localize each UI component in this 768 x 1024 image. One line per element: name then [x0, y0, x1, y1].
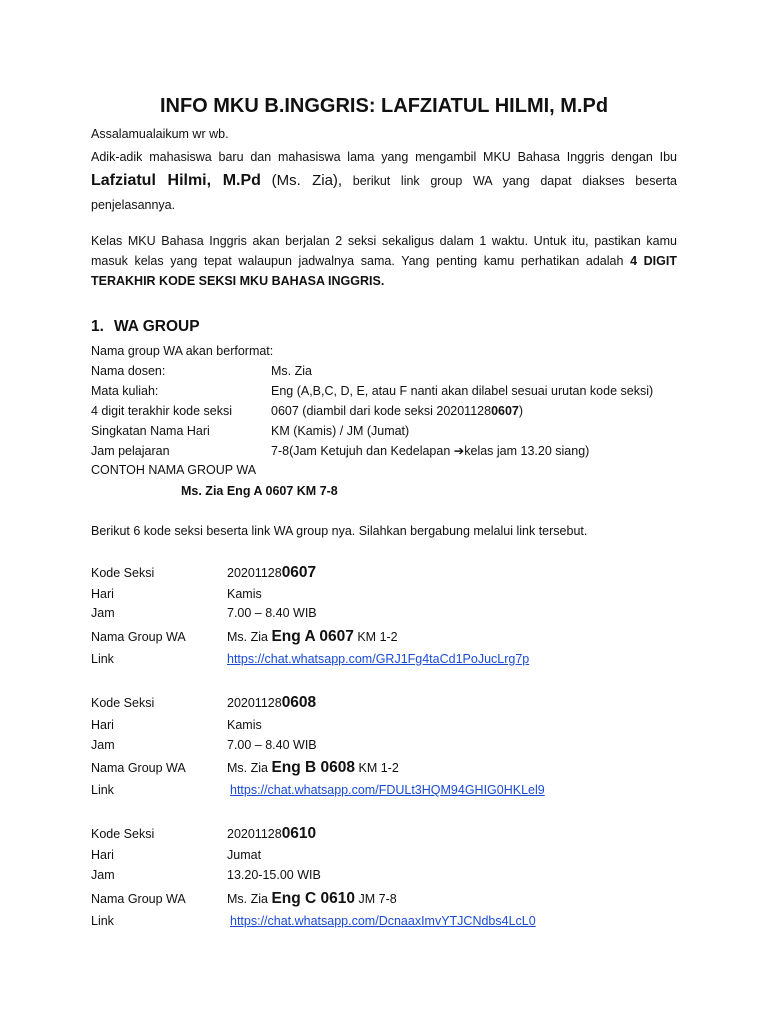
group-label: Nama Group WA — [91, 892, 186, 906]
arrow-icon: ➔ — [453, 444, 465, 458]
jam-row — [91, 868, 321, 882]
intro-text-1: Adik-adik mahasiswa baru dan mahasiswa lama yang mengambil MKU Bahasa Inggris dengan Ibu — [91, 150, 677, 164]
hari-value: Jumat — [227, 848, 262, 862]
whatsapp-link[interactable]: https://chat.whatsapp.com/GRJ1Fg4taCd1PoJucLrg7p — [227, 652, 530, 666]
format-value: KM (Kamis) / JM (Jumat) — [271, 424, 410, 438]
jam-label: Jam — [91, 868, 115, 882]
list-intro: Berikut 6 kode seksi beserta link WA group nya. Silahkan bergabung melalui link tersebut. — [91, 524, 588, 538]
kode-seksi-label: Kode Seksi — [91, 827, 155, 841]
code-suffix: 0608 — [281, 694, 317, 711]
kode-seksi-label: Kode Seksi — [91, 696, 155, 710]
format-value-suffix: ) — [518, 404, 524, 418]
jam-value: 7.00 – 8.40 WIB — [227, 606, 317, 620]
jam-value: 13.20-15.00 WIB — [227, 868, 321, 882]
format-label: Jam pelajaran — [91, 444, 170, 458]
group-value — [227, 628, 398, 646]
rules-text: Kelas MKU Bahasa Inggris akan berjalan 2 seksi sekaligus dalam 1 waktu. Untuk itu, pastikan kamu masuk kelas yang tepat walaupun jadwalnya sama. Yang penting kamu perhatikan adalah — [91, 234, 677, 268]
page-title: INFO MKU B.INGGRIS: LAFZIATUL HILMI, M.Pd — [159, 95, 609, 117]
hari-label: Hari — [91, 718, 114, 732]
hari-label: Hari — [91, 587, 114, 601]
jam-value: 7.00 – 8.40 WIB — [227, 738, 317, 752]
link-row — [91, 652, 529, 666]
kode-seksi-value — [227, 825, 316, 843]
group-label: Nama Group WA — [91, 761, 186, 775]
format-row-digit — [91, 402, 523, 420]
kode-seksi-row — [91, 825, 316, 843]
format-label: Nama dosen: — [91, 364, 166, 378]
section-title: WA GROUP — [114, 318, 200, 335]
link-label: Link — [91, 783, 114, 797]
code-prefix: 20201128 — [227, 827, 282, 841]
format-value-suffix: kelas jam 13.20 siang) — [464, 444, 590, 458]
jam-label: Jam — [91, 606, 115, 620]
group-prefix: Ms. Zia — [227, 630, 272, 644]
format-value: Eng (A,B,C, D, E, atau F nanti akan dilabel sesuai urutan kode seksi) — [271, 384, 654, 398]
group-bold: Eng B 0608 — [271, 759, 356, 776]
format-value — [271, 402, 523, 420]
format-value-prefix: 7-8(Jam Ketujuh dan Kedelapan — [271, 444, 454, 458]
kode-seksi-label: Kode Seksi — [91, 566, 155, 580]
example-value: Ms. Zia Eng A 0607 KM 7-8 — [181, 484, 338, 498]
whatsapp-link[interactable]: https://chat.whatsapp.com/FDULt3HQM94GHIG0HKLel9 — [230, 783, 545, 797]
section-number: 1. — [91, 318, 104, 335]
format-label: Mata kuliah: — [91, 384, 159, 398]
group-bold: Eng C 0610 — [271, 890, 356, 907]
group-bold: Eng A 0607 — [271, 628, 354, 645]
format-value-prefix: 0607 (diambil dari kode seksi 20201128 — [271, 404, 492, 418]
code-suffix: 0607 — [281, 564, 317, 581]
jam-label: Jam — [91, 738, 115, 752]
hari-row — [91, 718, 262, 732]
kode-seksi-row — [91, 694, 316, 712]
format-value — [271, 442, 589, 460]
code-prefix: 20201128 — [227, 566, 282, 580]
group-row — [91, 759, 399, 777]
group-value — [227, 759, 399, 777]
link-label: Link — [91, 652, 114, 666]
format-row-matkul — [91, 382, 653, 400]
hari-value: Kamis — [227, 587, 262, 601]
link-row — [91, 914, 536, 928]
rules-highlight: 4 DIGIT TERAKHIR KODE SEKSI MKU BAHASA INGGRIS. — [91, 254, 677, 288]
format-value: Ms. Zia — [271, 364, 312, 378]
intro-paragraph — [91, 145, 677, 217]
format-label: Singkatan Nama Hari — [91, 424, 210, 438]
format-value-bold: 0607 — [491, 404, 519, 418]
group-label: Nama Group WA — [91, 630, 186, 644]
group-suffix: KM 1-2 — [355, 761, 399, 775]
group-suffix: JM 7-8 — [355, 892, 397, 906]
format-row-dosen — [91, 362, 312, 380]
lecturer-nick: (Ms. Zia), — [271, 172, 343, 189]
format-label: 4 digit terakhir kode seksi — [91, 404, 233, 418]
group-prefix: Ms. Zia — [227, 761, 272, 775]
example-label: CONTOH NAMA GROUP WA — [91, 463, 257, 477]
group-suffix: KM 1-2 — [353, 630, 398, 644]
format-intro: Nama group WA akan berformat: — [91, 344, 274, 358]
jam-row — [91, 738, 317, 752]
link-row — [91, 783, 545, 797]
kode-seksi-value — [227, 564, 316, 582]
hari-row — [91, 848, 261, 862]
whatsapp-link[interactable]: https://chat.whatsapp.com/DcnaaxImvYTJCNdbs4LcL0 — [230, 914, 536, 928]
kode-seksi-row — [91, 564, 316, 582]
hari-row — [91, 587, 262, 601]
greeting: Assalamualaikum wr wb. — [91, 127, 229, 141]
code-prefix: 20201128 — [227, 696, 282, 710]
group-prefix: Ms. Zia — [227, 892, 272, 906]
section-heading — [91, 318, 200, 336]
group-value — [227, 890, 397, 908]
hari-value: Kamis — [227, 718, 262, 732]
code-suffix: 0610 — [281, 825, 317, 842]
group-row — [91, 890, 397, 908]
kode-seksi-value — [227, 694, 316, 712]
format-row-jam — [91, 442, 589, 460]
hari-label: Hari — [91, 848, 114, 862]
link-label: Link — [91, 914, 114, 928]
group-row — [91, 628, 398, 646]
lecturer-name: Lafziatul Hilmi, M.Pd — [91, 172, 261, 189]
jam-row — [91, 606, 317, 620]
rules-paragraph — [91, 231, 677, 291]
intro-text-2: berikut link group WA yang dapat diakses beserta penjelasannya. — [91, 174, 677, 212]
format-row-hari — [91, 422, 409, 440]
